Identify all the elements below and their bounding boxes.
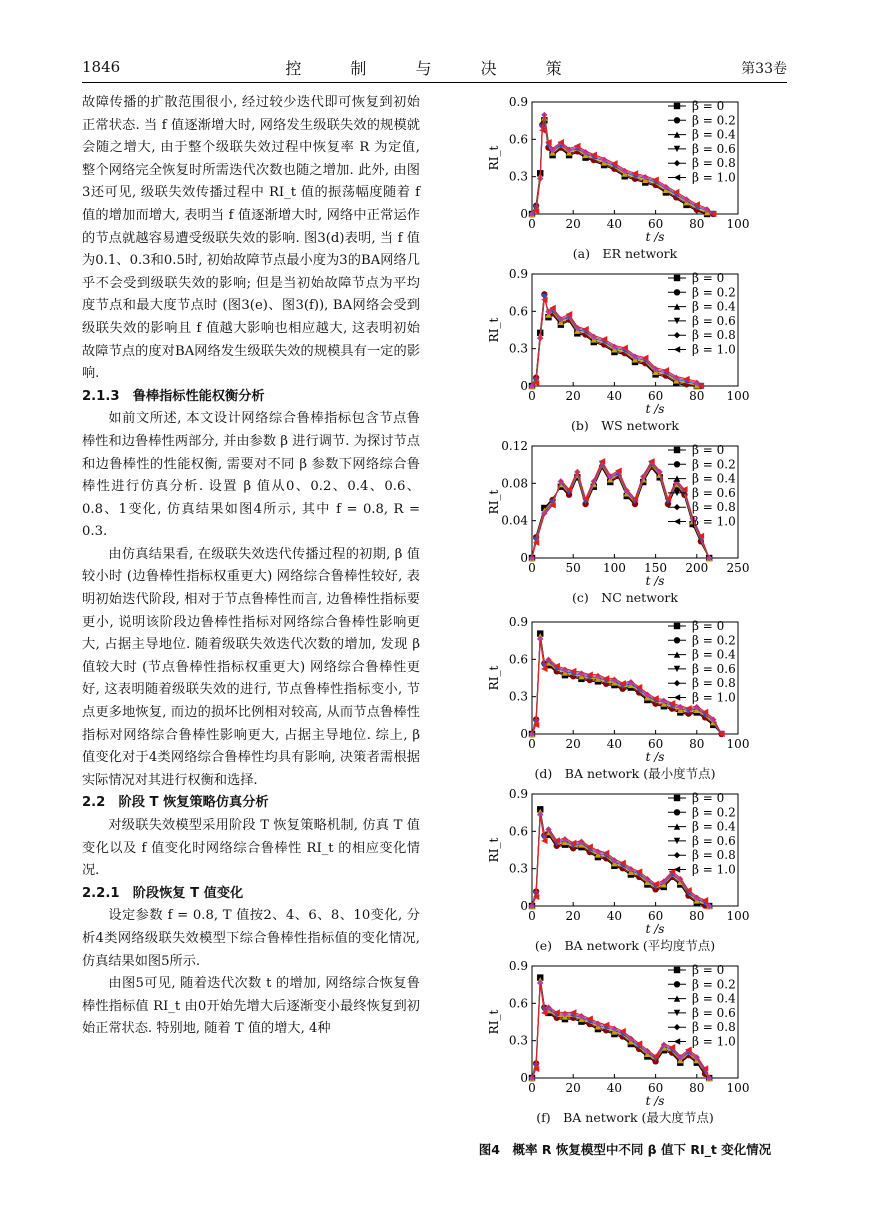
legend-marker — [674, 623, 680, 629]
legend-label: β = 0.8 — [692, 1020, 736, 1035]
body-paragraph: 对级联失效模型采用阶段 T 恢复策略机制, 仿真 T 值变化以及 f 值变化时网络综合鲁棒性 RI_t 的相应变化情况. — [82, 818, 420, 879]
subfigure-caption: (e) BA network (平均度节点) — [534, 938, 716, 953]
chart-panel — [460, 784, 790, 960]
chart-panel — [460, 612, 790, 788]
y-tick-label: 0 — [520, 551, 528, 565]
x-axis-label: t /s — [645, 574, 665, 588]
x-tick-label: 40 — [606, 217, 623, 231]
y-tick-label: 0.6 — [508, 132, 528, 147]
section-heading: 2.2 阶段 T 恢复策略仿真分析 — [82, 795, 269, 811]
y-tick-label: 0.6 — [508, 652, 528, 667]
x-tick-label: 100 — [726, 737, 750, 751]
y-axis-label: RI_t — [487, 665, 501, 691]
y-tick-label: 0.6 — [508, 996, 528, 1011]
legend-marker — [674, 289, 680, 295]
series-group — [529, 974, 713, 1081]
subfigure-caption: (c) NC network — [572, 590, 678, 605]
y-tick-label: 0 — [520, 1071, 528, 1085]
y-tick-label: 0.08 — [501, 476, 528, 491]
page-number: 1846 — [82, 58, 121, 76]
legend-marker — [674, 694, 680, 700]
legend-label: β = 0.2 — [692, 457, 736, 472]
legend-label: β = 0.2 — [692, 285, 736, 300]
x-tick-label: 60 — [647, 737, 664, 751]
legend-label: β = 0 — [692, 963, 725, 977]
y-tick-label: 0.3 — [508, 169, 528, 184]
legend — [668, 99, 736, 185]
legend-marker — [674, 160, 680, 166]
series-line — [532, 813, 709, 906]
legend-label: β = 1.0 — [692, 862, 736, 877]
x-tick-label: 100 — [726, 1081, 750, 1095]
y-tick-label: 0 — [520, 727, 528, 741]
x-tick-label: 20 — [565, 737, 581, 751]
legend-label: β = 0.6 — [692, 1005, 736, 1020]
legend-label: β = 0.4 — [692, 471, 736, 486]
x-tick-label: 40 — [606, 737, 623, 751]
x-tick-label: 0 — [528, 909, 536, 923]
figure-4 — [460, 92, 790, 1172]
series-line — [532, 300, 701, 386]
line-chart — [460, 956, 790, 1128]
y-tick-label: 0.3 — [508, 1033, 528, 1048]
subfigure-caption: (a) ER network — [572, 246, 678, 261]
x-axis-label: t /s — [645, 750, 665, 764]
body-paragraph: 由仿真结果看, 在级联失效迭代传播过程的初期, β 值较小时 (边鲁棒性指标权重更大) 网络综合鲁棒性较好, 表明初始迭代阶段, 相对于节点鲁棒性而言, 边鲁棒性指标要更小, 说明该阶段边鲁棒性指标对网络综合鲁棒性影响更大, 占据主导地位. 随着级联失效迭代次数的增加, 发现 β 值较大时 (节点鲁棒性指标权重更大) 网络综合鲁棒性更好, 这表明随着级联失效的进行, 节点鲁棒性指标变小, 节点更多地恢复, 而边的损坏比例相对较高, 从而节点鲁棒性指标对网络综合鲁棒性影响更大, 占据主导地位. 综上, β 值变化对于4类网络综合鲁棒性均具有影响, 决策者需根据实际情况对其进行权衡和选择. — [82, 546, 420, 788]
legend-marker — [674, 346, 680, 352]
series-group — [529, 458, 713, 561]
series-line — [532, 297, 701, 386]
legend-label: β = 0.4 — [692, 299, 736, 314]
y-tick-label: 0.9 — [508, 267, 528, 281]
series-line — [532, 816, 709, 906]
series-line — [532, 465, 709, 558]
legend-label: β = 0 — [692, 791, 725, 805]
legend-marker — [674, 967, 680, 973]
x-tick-label: 20 — [565, 217, 581, 231]
legend-label: β = 0.4 — [692, 127, 736, 142]
x-tick-label: 20 — [565, 1081, 581, 1095]
x-tick-label: 0 — [528, 217, 536, 231]
y-tick-label: 0 — [520, 207, 528, 221]
x-tick-label: 50 — [565, 561, 581, 575]
section-heading: 2.1.3 鲁棒指标性能权衡分析 — [82, 388, 265, 404]
x-tick-label: 100 — [726, 217, 750, 231]
legend-label: β = 1.0 — [692, 342, 736, 357]
legend-label: β = 1.0 — [692, 170, 736, 185]
x-tick-label: 60 — [647, 217, 664, 231]
y-tick-label: 0.12 — [501, 439, 528, 453]
legend-label: β = 0 — [692, 271, 725, 285]
y-axis-label: RI_t — [487, 1009, 501, 1035]
x-tick-label: 100 — [726, 389, 750, 403]
legend-marker — [674, 981, 680, 987]
subfigure-caption: (f) BA network (最大度节点) — [536, 1110, 714, 1125]
legend-label: β = 0.8 — [692, 500, 736, 515]
x-tick-label: 100 — [726, 909, 750, 923]
y-tick-label: 0.04 — [501, 513, 528, 528]
x-tick-label: 80 — [689, 1081, 705, 1095]
x-axis-label: t /s — [645, 230, 665, 244]
legend-marker — [674, 174, 680, 180]
y-tick-label: 0.3 — [508, 689, 528, 704]
x-tick-label: 80 — [689, 909, 705, 923]
legend-marker — [674, 504, 680, 510]
legend-marker — [674, 447, 680, 453]
legend-marker — [674, 637, 680, 643]
series-group — [529, 112, 717, 217]
chart-panel — [460, 264, 790, 440]
y-tick-label: 0.9 — [508, 95, 528, 109]
line-chart — [460, 612, 790, 784]
series-group — [529, 806, 713, 909]
x-tick-label: 40 — [606, 1081, 623, 1095]
subfigure-caption: (d) BA network (最小度节点) — [534, 766, 716, 781]
x-tick-label: 80 — [689, 217, 705, 231]
line-chart — [460, 784, 790, 956]
legend-label: β = 1.0 — [692, 514, 736, 529]
x-tick-label: 0 — [528, 737, 536, 751]
legend — [668, 963, 736, 1049]
legend-label: β = 0.2 — [692, 805, 736, 820]
section-heading: 2.2.1 阶段恢复 T 值变化 — [82, 885, 244, 901]
figure-caption: 图4 概率 R 恢复模型中不同 β 值下 RI_t 变化情况 — [478, 1142, 772, 1157]
y-tick-label: 0.9 — [508, 615, 528, 629]
series-line — [532, 809, 709, 906]
y-axis-label: RI_t — [487, 317, 501, 343]
page-header — [82, 56, 787, 80]
legend-marker — [674, 809, 680, 815]
chart-panel — [460, 436, 790, 612]
legend-label: β = 0 — [692, 99, 725, 113]
legend — [668, 619, 736, 705]
line-chart — [460, 92, 790, 264]
legend-label: β = 0.6 — [692, 485, 736, 500]
legend-label: β = 0.6 — [692, 141, 736, 156]
legend-label: β = 0 — [692, 619, 725, 633]
legend-label: β = 0.6 — [692, 661, 736, 676]
x-tick-label: 0 — [528, 1081, 536, 1095]
legend-label: β = 0.2 — [692, 977, 736, 992]
legend-marker — [674, 117, 680, 123]
legend-marker — [674, 680, 680, 686]
x-tick-label: 0 — [528, 389, 536, 403]
y-axis-label: RI_t — [487, 145, 501, 171]
legend-marker — [674, 103, 680, 109]
y-tick-label: 0 — [520, 899, 528, 913]
line-chart — [460, 264, 790, 436]
body-paragraph: 如前文所述, 本文设计网络综合鲁棒指标包含节点鲁棒性和边鲁棒性两部分, 并由参数 β 进行调节. 为探讨节点和边鲁棒性的性能权衡, 需要对不同 β 参数下网络综合鲁棒性进行仿真分析. 设置 β 值从0、0.2、0.4、0.6、0.8、1变化, 仿真结果如图4所示, 其中 f = 0.8, R = 0.3. — [82, 411, 420, 540]
x-tick-label: 80 — [689, 737, 705, 751]
legend-marker — [674, 275, 680, 281]
y-tick-label: 0.3 — [508, 861, 528, 876]
body-paragraph: 由图5可见, 随着迭代次数 t 的增加, 网络综合恢复鲁棒性指标值 RI_t 由0开始先增大后逐渐变小最终恢复到初始正常状态. 特别地, 随着 T 值的增大, 4种 — [82, 976, 420, 1037]
legend-marker — [674, 1024, 680, 1030]
series-line — [532, 461, 709, 558]
legend-marker — [674, 461, 680, 467]
series-line — [532, 811, 709, 906]
legend-label: β = 0.4 — [692, 819, 736, 834]
legend-marker — [674, 795, 680, 801]
series-line — [532, 463, 709, 558]
x-axis-label: t /s — [645, 922, 665, 936]
legend-label: β = 0.6 — [692, 833, 736, 848]
legend-label: β = 1.0 — [692, 1034, 736, 1049]
line-chart — [460, 436, 790, 608]
legend-label: β = 0.6 — [692, 313, 736, 328]
legend-label: β = 0.4 — [692, 991, 736, 1006]
chart-panel — [460, 956, 790, 1132]
volume-label: 第33卷 — [741, 61, 787, 77]
legend-marker — [674, 332, 680, 338]
legend-label: β = 0.8 — [692, 848, 736, 863]
x-tick-label: 100 — [602, 561, 626, 575]
legend — [668, 791, 736, 877]
x-tick-label: 80 — [689, 389, 705, 403]
x-tick-label: 20 — [565, 389, 581, 403]
x-tick-label: 0 — [528, 561, 536, 575]
series-line — [532, 464, 709, 558]
x-tick-label: 150 — [644, 561, 668, 575]
series-line — [532, 815, 709, 906]
journal-title: 控 制 与 决 策 — [285, 59, 584, 78]
legend-label: β = 0.8 — [692, 328, 736, 343]
x-tick-label: 60 — [647, 389, 664, 403]
header-rule — [82, 82, 787, 83]
body-paragraph: 设定参数 f = 0.8, T 值按2、4、6、8、10变化, 分析4类网络级联失效模型下综合鲁棒性指标值的变化情况, 仿真结果如图5所示. — [82, 908, 420, 969]
x-tick-label: 200 — [685, 561, 709, 575]
legend-marker — [674, 852, 680, 858]
x-tick-label: 60 — [647, 1081, 664, 1095]
y-tick-label: 0 — [520, 379, 528, 393]
x-tick-label: 250 — [726, 561, 750, 575]
body-paragraph: 故障传播的扩散范围很小, 经过较少迭代即可恢复到初始正常状态. 当 f 值逐渐增大时, 网络发生级联失效的规模就会随之增大, 由于整个级联失效过程中恢复率 R 为定值, 整个网络完全恢复时所需迭代次数也随之增加. 此外, 由图3还可见, 级联失效传播过程中 RI_t 值的振荡幅度随着 f 值的增加而增大, 表明当 f 值逐渐增大时, 网络中正常运作的节点就越容易遭受级联失效的影响. 图3(d)表明, 当 f 值为0.1、0.3和0.5时, 初始故障节点最小度为3的BA网络几乎不会受到级联失效的影响; 但是当初始故障节点为平均度节点和最大度节点时 (图3(e)、图3(f)), BA网络会受到级联失效的影响且 f 值越大影响也相应越大, 这表明初始故障节点的度对BA网络发生级联失效的规模具有一定的影响. — [82, 95, 420, 382]
series-line — [532, 298, 701, 386]
x-axis-label: t /s — [645, 402, 665, 416]
subfigure-caption: (b) WS network — [571, 418, 679, 433]
y-axis-label: RI_t — [487, 837, 501, 863]
legend-label: β = 0.2 — [692, 113, 736, 128]
legend-label: β = 0.4 — [692, 647, 736, 662]
legend-label: β = 0.8 — [692, 156, 736, 171]
x-tick-label: 40 — [606, 389, 623, 403]
legend-label: β = 0.2 — [692, 633, 736, 648]
x-tick-label: 20 — [565, 909, 581, 923]
y-tick-label: 0.6 — [508, 824, 528, 839]
x-axis-label: t /s — [645, 1094, 665, 1108]
legend-label: β = 1.0 — [692, 690, 736, 705]
legend-marker — [674, 1038, 680, 1044]
x-tick-label: 40 — [606, 909, 623, 923]
y-tick-label: 0.6 — [508, 304, 528, 319]
y-tick-label: 0.9 — [508, 787, 528, 801]
legend-label: β = 0 — [692, 443, 725, 457]
series-line — [532, 812, 709, 906]
y-axis-label: RI_t — [487, 489, 501, 515]
y-tick-label: 0.3 — [508, 341, 528, 356]
legend-marker — [674, 518, 680, 524]
chart-panel — [460, 92, 790, 268]
y-tick-label: 0.9 — [508, 959, 528, 973]
legend — [668, 271, 736, 357]
legend-label: β = 0.8 — [692, 676, 736, 691]
left-column-text — [82, 92, 420, 1041]
x-tick-label: 60 — [647, 909, 664, 923]
